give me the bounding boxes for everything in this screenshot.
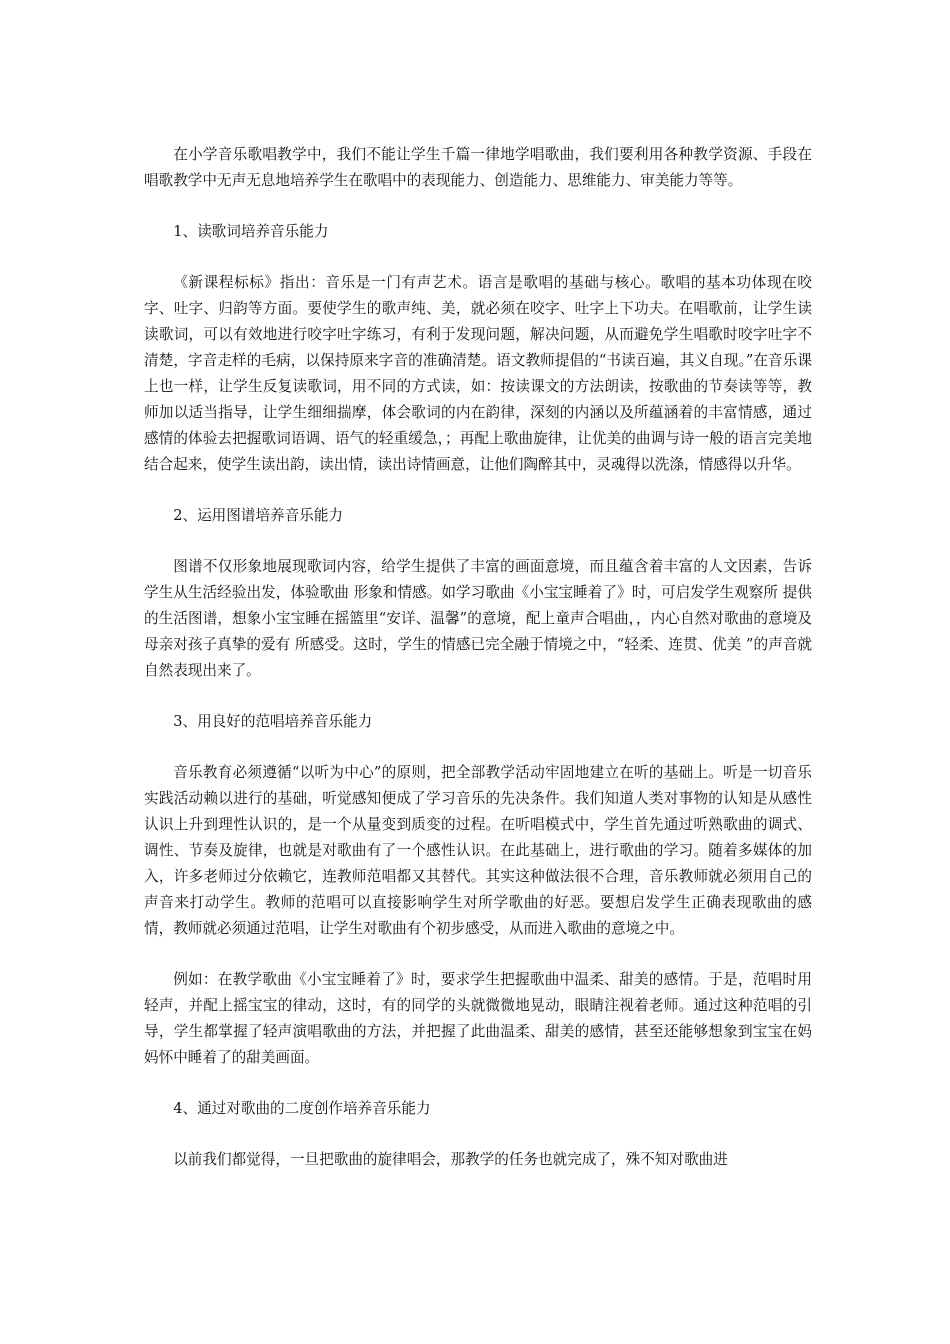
paragraph-gap xyxy=(144,529,812,554)
section-2-paragraph: 图谱不仅形象地展现歌词内容，给学生提供了丰富的画面意境，而且蕴含着丰富的人文因素，告诉学生从生活经验出发，体验歌曲 形象和情感。如学习歌曲《小宝宝睡着了》时，可启发学生观察所 提供的生活图谱，想象小宝宝睡在摇篮里“安详、温馨”的意境，配上童声合唱曲，，内心自然对歌曲的意境及母亲对孩子真挚的爱有 所感受。这时，学生的情感已完全融于情境之中，“轻柔、连贯、优美 ”的声音就自然表现出来了。 xyxy=(144,558,812,679)
section-heading-1: 1、读歌词培养音乐能力 xyxy=(173,223,329,240)
paragraph-gap xyxy=(144,1071,812,1096)
section-heading-2: 2、运用图谱培养音乐能力 xyxy=(173,507,344,524)
section-1-paragraph: 《新课程标标》指出：音乐是一门有声艺术。语言是歌唱的基础与核心。歌唱的基本功体现在咬字、吐字、归韵等方面。要使学生的歌声纯、美，就必须在咬字、吐字上下功夫。在唱歌前，让学生读读歌词，可以有效地进行咬字吐字练习，有利于发现问题，解决问题，从而避免学生唱歌时咬字吐字不清楚，字音走样的毛病，以保持原来字音的准确清楚。语文教师提倡的“书读百遍，其义自现。”在音乐课上也一样，让学生反复读歌词，用不同的方式读，如：按读课文的方法朗读，按歌曲的节奏读等等，教师加以适当指导，让学生细细揣摩，体会歌词的内在韵律，深刻的内涵以及所蕴涵着的丰富情感，通过感情的体验去把握歌词语调、语气的轻重缓急，；再配上歌曲旋律，让优美的曲调与诗一般的语言完美地结合起来，使学生读出韵，读出情，读出诗情画意，让他们陶醉其中，灵魂得以洗涤，情感得以升华。 xyxy=(144,274,812,473)
paragraph-gap xyxy=(144,1122,812,1147)
section-heading-4: 4、通过对歌曲的二度创作培养音乐能力 xyxy=(173,1100,431,1117)
paragraph-gap xyxy=(144,194,812,219)
paragraph-gap xyxy=(144,245,812,270)
section-3-paragraph-1: 音乐教育必须遵循“以听为中心”的原则，把全部教学活动牢固地建立在听的基础上。听是一切音乐实践活动赖以进行的基础，听觉感知便成了学习音乐的先决条件。我们知道人类对事物的认知是从感性认识上升到理性认识的，是一个从量变到质变的过程。在听唱模式中，学生首先通过听熟歌曲的调式、调性、节奏及旋律，也就是对歌曲有了一个感性认识。在此基础上，进行歌曲的学习。随着多媒体的加入，许多老师过分依赖它，连教师范唱都又其替代。其实这种做法很不合理，音乐教师就必须用自己的声音来打动学生。教师的范唱可以直接影响学生对所学歌曲的好恶。要想启发学生正确表现歌曲的感情，教师就必须通过范唱，让学生对歌曲有个初步感受，从而进入歌曲的意境之中。 xyxy=(144,764,812,937)
intro-paragraph: 在小学音乐歌唱教学中，我们不能让学生千篇一律地学唱歌曲，我们要利用各种教学资源、手段在唱歌教学中无声无息地培养学生在歌唱中的表现能力、创造能力、思维能力、审美能力等等。 xyxy=(144,146,812,189)
section-heading-3: 3、用良好的范唱培养音乐能力 xyxy=(173,713,373,730)
document-page xyxy=(144,142,812,1173)
section-4-paragraph: 以前我们都觉得，一旦把歌曲的旋律唱会，那教学的任务也就完成了，殊不知对歌曲进 xyxy=(173,1151,728,1168)
paragraph-gap xyxy=(144,942,812,967)
paragraph-gap xyxy=(144,735,812,760)
paragraph-gap xyxy=(144,684,812,709)
section-3-paragraph-2: 例如：在教学歌曲《小宝宝睡着了》时，要求学生把握歌曲中温柔、甜美的感情。于是，范唱时用轻声，并配上摇宝宝的律动，这时，有的同学的头就微微地晃动，眼睛注视着老师。通过这种范唱的引导，学生都掌握了轻声演唱歌曲的方法，并把握了此曲温柔、甜美的感情，甚至还能够想象到宝宝在妈妈怀中睡着了的甜美画面。 xyxy=(144,971,812,1066)
paragraph-gap xyxy=(144,478,812,503)
